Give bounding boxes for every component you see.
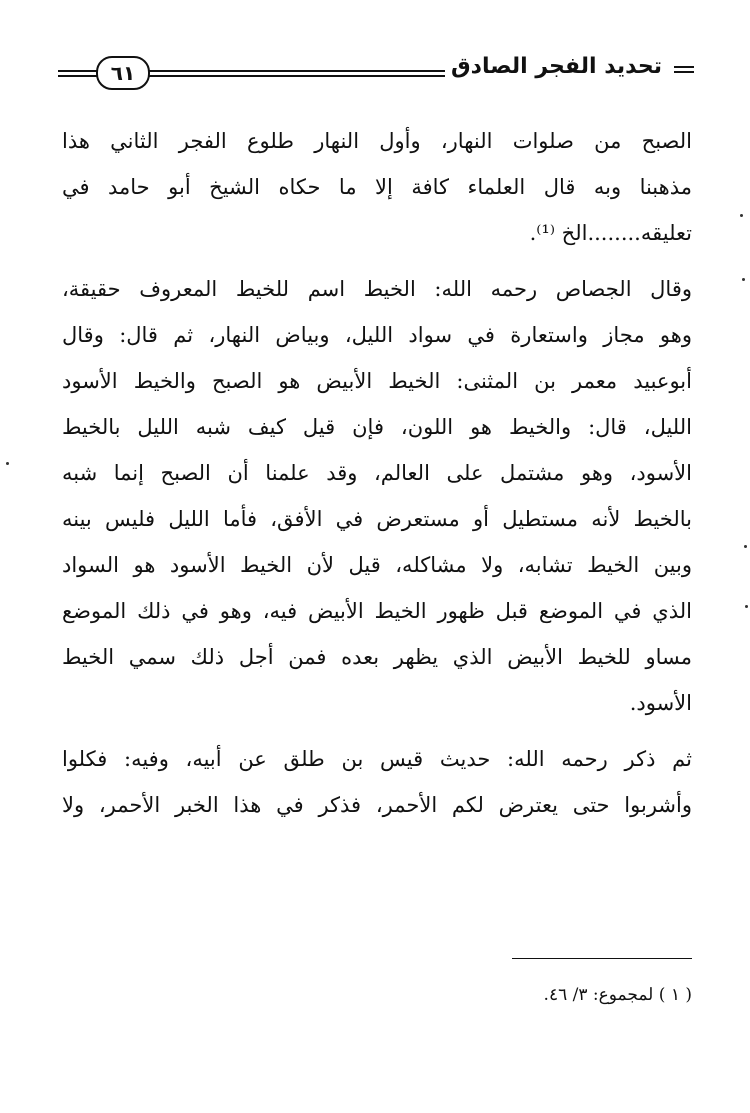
text-line-4: وقال الجصاص رحمه الله: الخيط اسم للخيط المعروف حقيقة، <box>62 277 692 301</box>
text-line-2: مذهبنا وبه قال العلماء كافة إلا ما حكاه الشيخ أبو حامد في <box>62 175 692 199</box>
text-line-12: مساو للخيط الأبيض الذي يظهر بعده فمن أجل ذلك سمي الخيط <box>62 645 692 669</box>
text-line-8: الأسود، وهو مشتمل على العالم، وقد علمنا أن الصبح إنما شبه <box>62 461 692 485</box>
text-line-15: وأشربوا حتى يعترض لكم الأحمر، فذكر في هذا الخبر الأحمر، ولا <box>62 793 692 817</box>
header-rule-right <box>674 66 694 73</box>
text-line-10: وبين الخيط تشابه، ولا مشاكله، قيل لأن الخيط الأسود هو السواد <box>62 553 692 577</box>
scan-speck <box>6 462 9 465</box>
text-line-11: الذي في الموضع قبل ظهور الخيط الأبيض فيه، وهو في ذلك الموضع <box>62 599 692 623</box>
body-text <box>62 118 692 828</box>
header-rule-left <box>58 70 98 77</box>
footnote: ( ١ ) لمجموع: ٣/ ٤٦. <box>543 985 692 1005</box>
scan-speck <box>740 214 743 217</box>
page-number: ٦١ <box>96 56 150 90</box>
text-line-5: وهو مجاز واستعارة في سواد الليل، وبياض النهار، ثم قال: وقال <box>62 323 692 347</box>
text-line-9: بالخيط لأنه مستطيل أو مستعرض في الأفق، فأما الليل فليس بينه <box>62 507 692 531</box>
text-line-13: الأسود. <box>629 691 692 715</box>
page-header <box>58 52 694 96</box>
running-title: تحديد الفجر الصادق <box>445 54 668 79</box>
text-line-1: الصبح من صلوات النهار، وأول النهار طلوع الفجر الثاني هذا <box>62 129 692 153</box>
text-line-3: تعليقه........الخ ⁽¹⁾. <box>529 221 692 245</box>
text-line-6: أبوعبيد معمر بن المثنى: الخيط الأبيض هو الصبح والخيط الأسود <box>62 369 692 393</box>
scan-speck <box>742 278 745 281</box>
scan-speck <box>745 605 748 608</box>
text-line-14: ثم ذكر رحمه الله: حديث قيس بن طلق عن أبيه، وفيه: فكلوا <box>62 747 692 771</box>
scan-speck <box>744 545 747 548</box>
footnote-divider <box>512 958 692 959</box>
text-line-7: الليل، قال: والخيط هو اللون، فإن قيل كيف شبه الليل بالخيط <box>62 415 692 439</box>
